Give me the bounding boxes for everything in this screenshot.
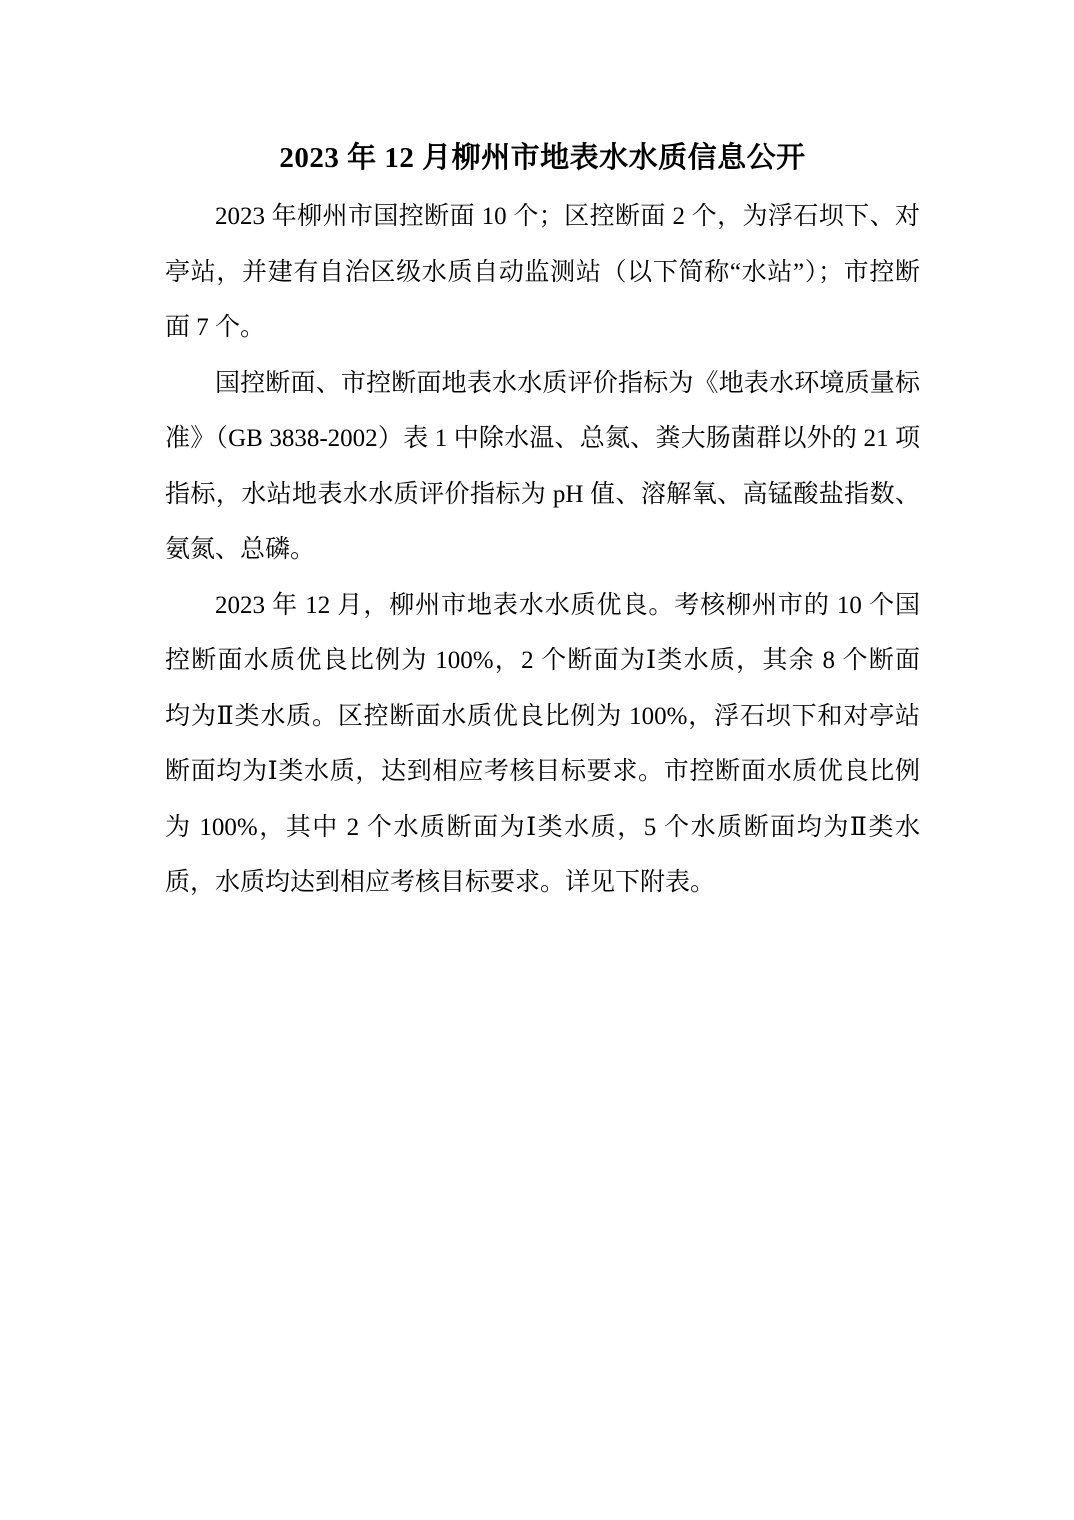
document-title: 2023 年 12 月柳州市地表水水质信息公开 bbox=[279, 142, 806, 174]
text-line: 准》（GB 3838-2002）表 1 中除水温、总氮、粪大肠菌群以外的 21 项 bbox=[165, 425, 920, 452]
text-line: 控断面水质优良比例为 100%，2 个断面为Ⅰ类水质，其余 8 个断面 bbox=[165, 647, 920, 674]
text-line: 国控断面、市控断面地表水水质评价指标为《地表水环境质量标 bbox=[215, 369, 920, 397]
text-line: 2023 年柳州市国控断面 10 个；区控断面 2 个，为浮石坝下、对 bbox=[215, 203, 920, 230]
paragraph-3 bbox=[165, 578, 920, 911]
text-line: 断面均为Ⅰ类水质，达到相应考核目标要求。市控断面水质优良比例 bbox=[165, 758, 920, 785]
text-line: 面 7 个。 bbox=[165, 314, 266, 341]
text-line: 氨氮、总磷。 bbox=[165, 536, 316, 563]
text-line: 质，水质均达到相应考核目标要求。详见下附表。 bbox=[165, 869, 716, 896]
text-line: 亭站，并建有自治区级水质自动监测站（以下简称“水站”）；市控断 bbox=[165, 258, 920, 286]
text-line: 2023 年 12 月，柳州市地表水水质优良。考核柳州市的 10 个国 bbox=[215, 591, 920, 619]
text-line: 均为Ⅱ类水质。区控断面水质优良比例为 100%，浮石坝下和对亭站 bbox=[165, 702, 920, 730]
paragraph-2 bbox=[165, 356, 920, 578]
text-line: 为 100%，其中 2 个水质断面为Ⅰ类水质，5 个水质断面均为Ⅱ类水 bbox=[165, 813, 920, 841]
document-body bbox=[165, 189, 920, 911]
paragraph-1 bbox=[165, 189, 920, 356]
text-line: 指标，水站地表水水质评价指标为 pH 值、溶解氧、高锰酸盐指数、 bbox=[165, 480, 920, 508]
